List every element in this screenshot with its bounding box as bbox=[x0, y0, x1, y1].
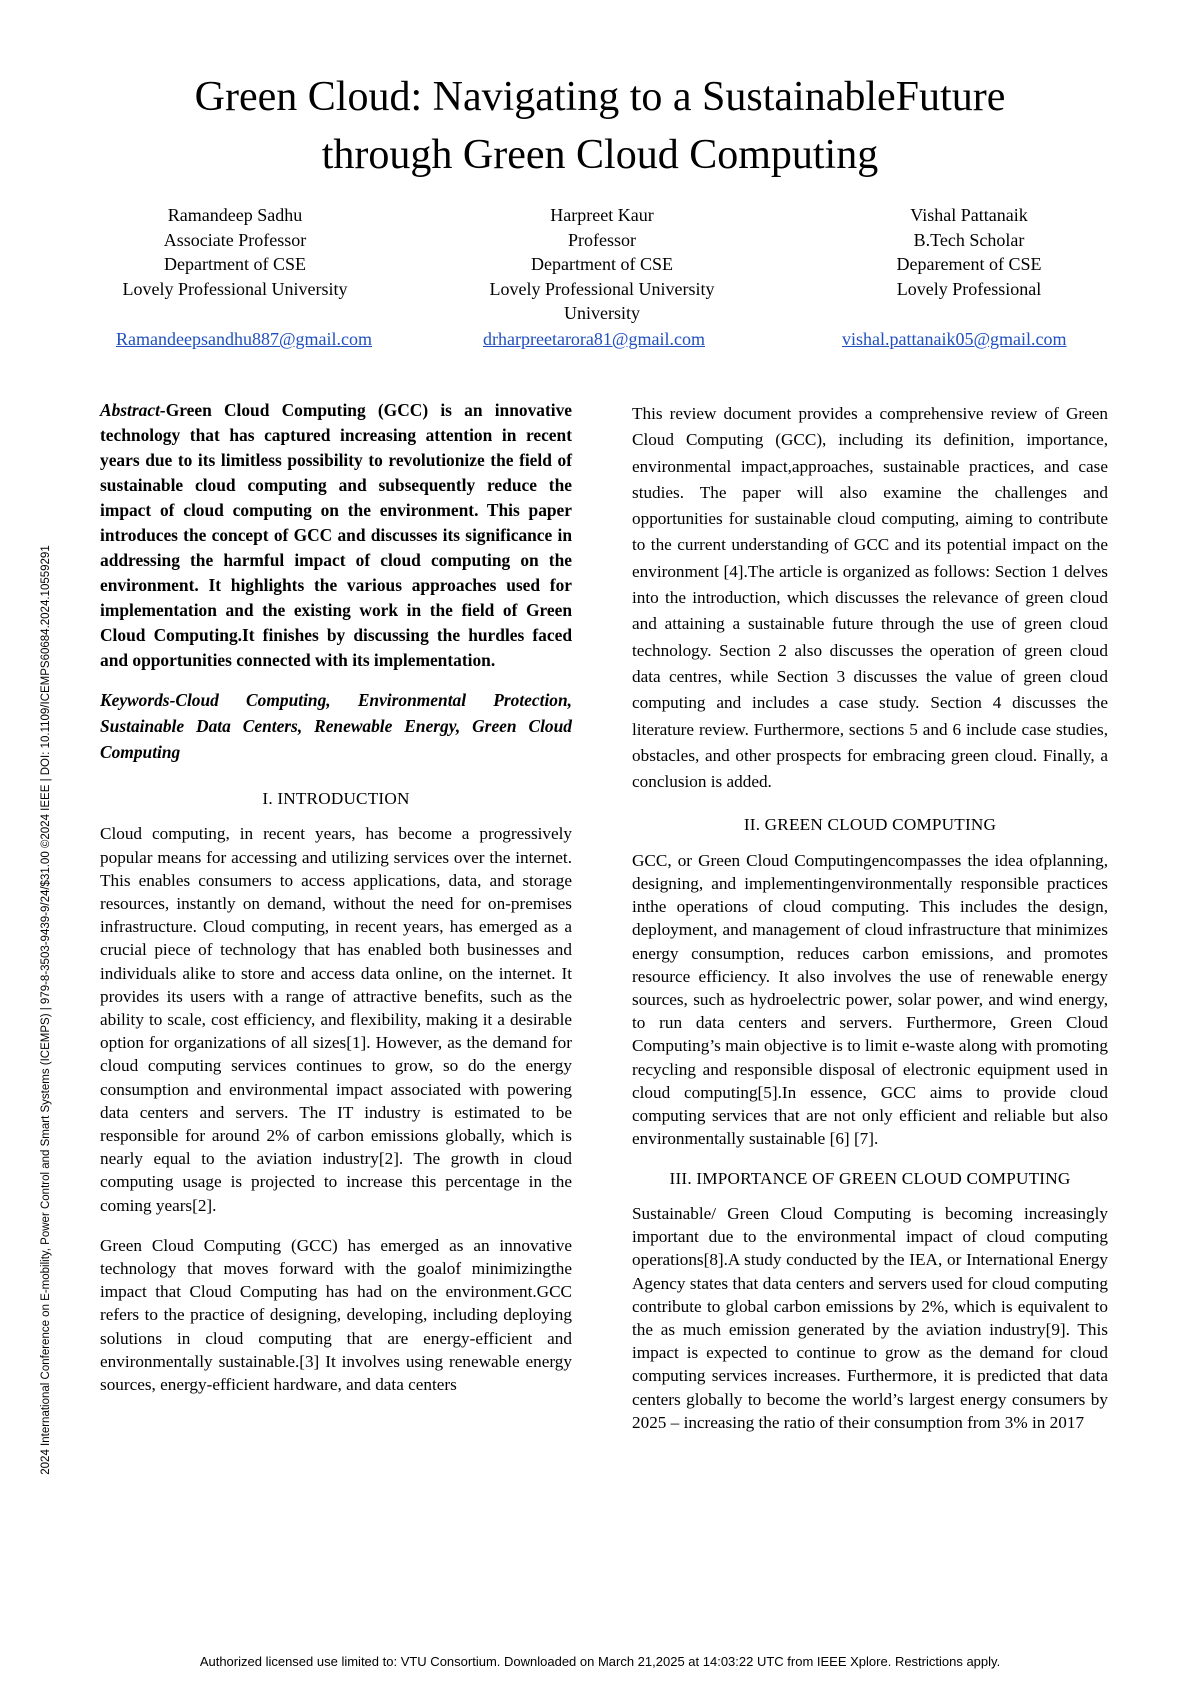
paper-title bbox=[60, 68, 1140, 184]
author-email-link-2[interactable]: drharpreetarora81@gmail.com bbox=[483, 329, 705, 349]
paper-title-line-1: Green Cloud: Navigating to a SustainableFuture bbox=[194, 74, 1006, 120]
author-role: B.Tech Scholar bbox=[913, 229, 1025, 250]
green-cloud-computing-paragraph: GCC, or Green Cloud Computingencompasses the idea ofplanning, designing, and implementingenvironmentally responsible practices inthe operations of cloud computing. This includes the design, deployment, and management of cloud infrastructure that minimizes energy consumption, reduces carbon emissions, and promotes resource efficiency. It also involves the use of renewable energy sources, such as hydroelectric power, solar power, and wind energy, to run data centers and servers. Furthermore, Green Cloud Computing’s main objective is to limit e-waste along with promoting recycling and responsible disposal of electronic equipment used in cloud computing[5].In essence, GCC aims to provide cloud computing services that are not only efficient and reliable but also environmentally sustainable [6] [7]. bbox=[632, 850, 1108, 1149]
author-dept: Deparement of CSE bbox=[896, 254, 1042, 274]
license-footer: Authorized licensed use limited to: VTU Consortium. Downloaded on March 21,2025 at 14:03:22 UTC from IEEE Xplore. Restrictions apply. bbox=[199, 1654, 1001, 1669]
section-heading-introduction: I. INTRODUCTION bbox=[262, 789, 410, 808]
author-dept: Department of CSE bbox=[531, 254, 673, 274]
author-org: Lovely Professional University bbox=[122, 278, 348, 299]
review-overview-paragraph: This review document provides a comprehensive review of Green Cloud Computing (GCC), including its definition, importance, environmental impact,approaches, sustainable practices, and case studies. The paper will also examine the challenges and opportunities for sustainable cloud computing, aiming to contribute to the current understanding of GCC and its potential impact on the environment [4].The article is organized as follows: Section 1 delves into the introduction, which discusses the relevance of green cloud and attaining a sustainable future through the use of green cloud technology. Section 2 also discusses the operation of green cloud data centres, while Section 3 discusses the value of green cloud computing and includes a case study. Section 4 discusses the literature review. Furthermore, sections 5 and 6 include case studies, obstacles, and other prospects for embracing green cloud. Finally, a conclusion is added. bbox=[632, 404, 1108, 792]
author-block-2 bbox=[442, 203, 762, 326]
author-email-link-3[interactable]: vishal.pattanaik05@gmail.com bbox=[842, 329, 1067, 349]
author-name: Ramandeep Sadhu bbox=[167, 205, 303, 225]
section-heading-green-cloud-computing: II. GREEN CLOUD COMPUTING bbox=[743, 815, 997, 835]
keywords: Keywords-Cloud Computing, Environmental Protection, Sustainable Data Centers, Renewable Energy, Green Cloud Computing bbox=[100, 690, 572, 762]
author-role: Professor bbox=[568, 229, 636, 250]
author-block-3 bbox=[809, 203, 1129, 301]
author-org: Lovely Professional University bbox=[489, 278, 715, 299]
author-email-link-1[interactable]: Ramandeepsandhu887@gmail.com bbox=[116, 329, 373, 349]
right-column bbox=[632, 401, 1108, 1434]
author-role: Associate Professor bbox=[163, 229, 307, 250]
introduction-paragraph-2: Green Cloud Computing (GCC) has emerged as an innovative technology that moves forward with the goalof minimizingthe impact that Cloud Computing has had on the environment.GCC refers to the practice of designing, developing, including deploying solutions in cloud computing that are energy-efficient and environmentally sustainable.[3] It involves using renewable energy sources, energy-efficient hardware, and data centers bbox=[100, 1235, 572, 1395]
conference-sidebar-text: 2024 International Conference on E-mobility, Power Control and Smart Systems (ICEMPS) | 979-8-3503-9439-9/24/$31.00 ©2024 IEEE | DOI: 10.1109/ICEMPS60684.2024.10559291 bbox=[40, 545, 52, 1475]
abstract-text: Green Cloud Computing (GCC) is an innovative technology that has captured increasing attention in recent years due to its limitless possibility to revolutionize the field of sustainable cloud computing and subsequently reduce the impact of cloud computing on the environment. This paper introduces the concept of GCC and discusses its significance in addressing the harmful impact of cloud computing on the environment. It highlights the various approaches used for implementation and the existing work in the field of Green Cloud Computing.It finishes by discussing the hurdles faced and opportunities connected with its implementation. bbox=[100, 400, 572, 670]
abstract-label: Abstract- bbox=[100, 400, 166, 420]
section-heading-importance: III. IMPORTANCE OF GREEN CLOUD COMPUTING bbox=[669, 1168, 1071, 1188]
author-dept: Department of CSE bbox=[164, 254, 306, 274]
left-column bbox=[100, 398, 572, 1396]
author-block-1 bbox=[75, 203, 395, 301]
abstract bbox=[100, 398, 572, 673]
importance-paragraph: Sustainable/ Green Cloud Computing is becoming increasingly important due to the environmental impact of cloud computing operations[8].A study conducted by the IEA, or International Energy Agency states that data centers and servers used for cloud computing contribute to global carbon emissions by 2%, which is equivalent to the as much emission generated by the aviation industry[9]. This impact is expected to continue to grow as the demand for cloud computing services increases. Furthermore, it is predicted that data centers globally to become the world’s largest energy consumers by 2025 – increasing the ratio of their consumption from 3% in 2017 bbox=[632, 1203, 1108, 1432]
author-org-line-2: University bbox=[564, 303, 640, 323]
author-org: Lovely Professional bbox=[896, 278, 1042, 299]
introduction-paragraph-1: Cloud computing, in recent years, has become a progressively popular means for accessing and utilizing services over the internet. This enables consumers to access applications, data, and storage resources, instantly on demand, without the need for on-premises infrastructure. Cloud computing, in recent years, has emerged as a crucial piece of technology that has enabled both businesses and individuals alike to store and access data online, on the internet. It provides its users with a range of attractive benefits, such as the ability to scale, cost efficiency, and flexibility, making it a desirable option for organizations of all sizes[1]. However, as the demand for cloud computing services continues to grow, so do the energy consumption and environmental impact associated with powering data centers and servers. The IT industry is estimated to be responsible for around 2% of carbon emissions globally, which is nearly equal to the aviation industry[2]. The growth in cloud computing usage is projected to increase this percentage in the coming years[2]. bbox=[100, 824, 572, 1215]
author-name: Harpreet Kaur bbox=[550, 205, 654, 225]
paper-title-line-2: through Green Cloud Computing bbox=[321, 132, 879, 178]
author-name: Vishal Pattanaik bbox=[910, 205, 1028, 225]
